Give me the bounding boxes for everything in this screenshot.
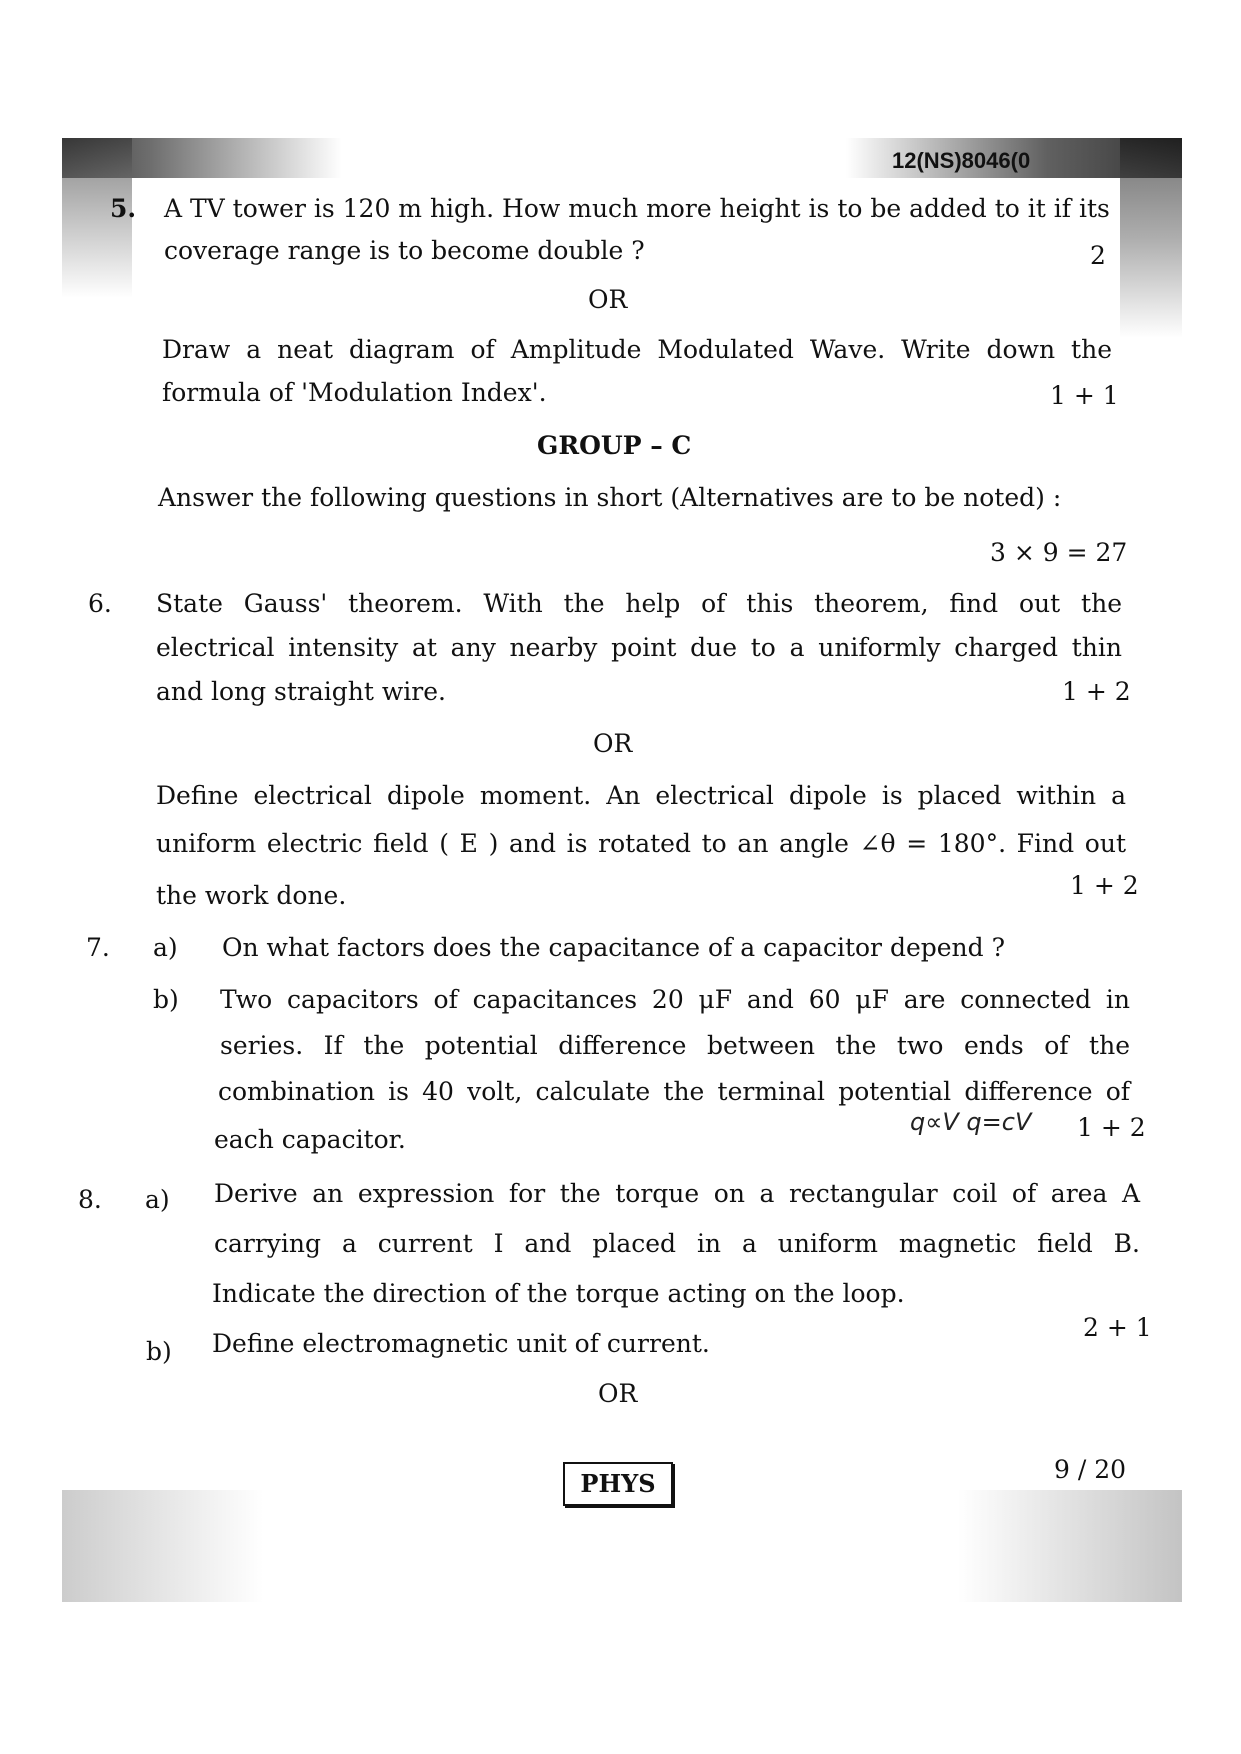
q7-b-line2: series. If the potential difference between the two ends of the [220, 1031, 1130, 1060]
q6-line1: State Gauss' theorem. With the help of this theorem, find out the [156, 589, 1122, 618]
q8-b-text: Define electromagnetic unit of current. [212, 1329, 710, 1358]
q7-number: 7. [86, 933, 110, 962]
q6-number: 6. [88, 589, 112, 618]
q8-a-label: a) [145, 1185, 170, 1214]
paper-code: 12(NS)8046(0 [892, 148, 1031, 173]
q5-line1: A TV tower is 120 m high. How much more height is to be added to it if its [164, 194, 1110, 223]
q6-alt-line1: Define electrical dipole moment. An electrical dipole is placed within a [156, 781, 1126, 810]
q6-marks: 1 + 2 [1062, 677, 1131, 706]
q6-line2: electrical intensity at any nearby point due to a uniformly charged thin [156, 633, 1122, 662]
q8-marks: 2 + 1 [1083, 1313, 1152, 1342]
handwritten-annotation: q∝V q=cV [910, 1108, 1032, 1136]
q5-alt-marks: 1 + 1 [1050, 381, 1119, 410]
q8-number: 8. [78, 1185, 102, 1214]
group-marks-total: 3 × 9 = 27 [990, 538, 1128, 567]
q7-b-label: b) [153, 985, 179, 1014]
group-title: GROUP – C [537, 431, 692, 460]
scan-noise-bottom [62, 1490, 1182, 1602]
q5-or: OR [588, 285, 628, 314]
q8-a-line2: carrying a current I and placed in a uniform magnetic field B. [214, 1229, 1140, 1258]
q6-alt-marks: 1 + 2 [1070, 871, 1139, 900]
q6-or: OR [593, 729, 633, 758]
page-number: 9 / 20 [1054, 1455, 1127, 1484]
group-instruction: Answer the following questions in short (Alternatives are to be noted) : [158, 483, 1062, 512]
q5-number: 5. [110, 194, 137, 223]
q5-line2: coverage range is to become double ? [164, 236, 645, 265]
q8-or: OR [598, 1379, 638, 1408]
subject-code-box: PHYS [563, 1462, 673, 1506]
q5-alt-line1: Draw a neat diagram of Amplitude Modulated Wave. Write down the [162, 335, 1112, 364]
q7-a-label: a) [153, 933, 178, 962]
q7-marks: 1 + 2 [1077, 1113, 1146, 1142]
q8-b-label: b) [146, 1337, 172, 1366]
q8-a-line3: Indicate the direction of the torque acting on the loop. [212, 1279, 905, 1308]
q7-b-line1: Two capacitors of capacitances 20 μF and 60 μF are connected in [220, 985, 1130, 1014]
q5-marks: 2 [1090, 241, 1106, 270]
q7-b-line4: each capacitor. [214, 1125, 406, 1154]
q7-a-text: On what factors does the capacitance of a capacitor depend ? [222, 933, 1006, 962]
q8-a-line1: Derive an expression for the torque on a rectangular coil of area A [214, 1179, 1140, 1208]
q6-line3: and long straight wire. [156, 677, 446, 706]
q7-b-line3: combination is 40 volt, calculate the terminal potential difference of [218, 1077, 1130, 1106]
scan-noise-right [1120, 138, 1182, 338]
q5-alt-line2: formula of 'Modulation Index'. [162, 378, 547, 407]
q6-alt-line3: the work done. [156, 881, 347, 910]
q6-alt-line2: uniform electric field ( E ) and is rotated to an angle ∠θ = 180°. Find out [156, 829, 1126, 858]
